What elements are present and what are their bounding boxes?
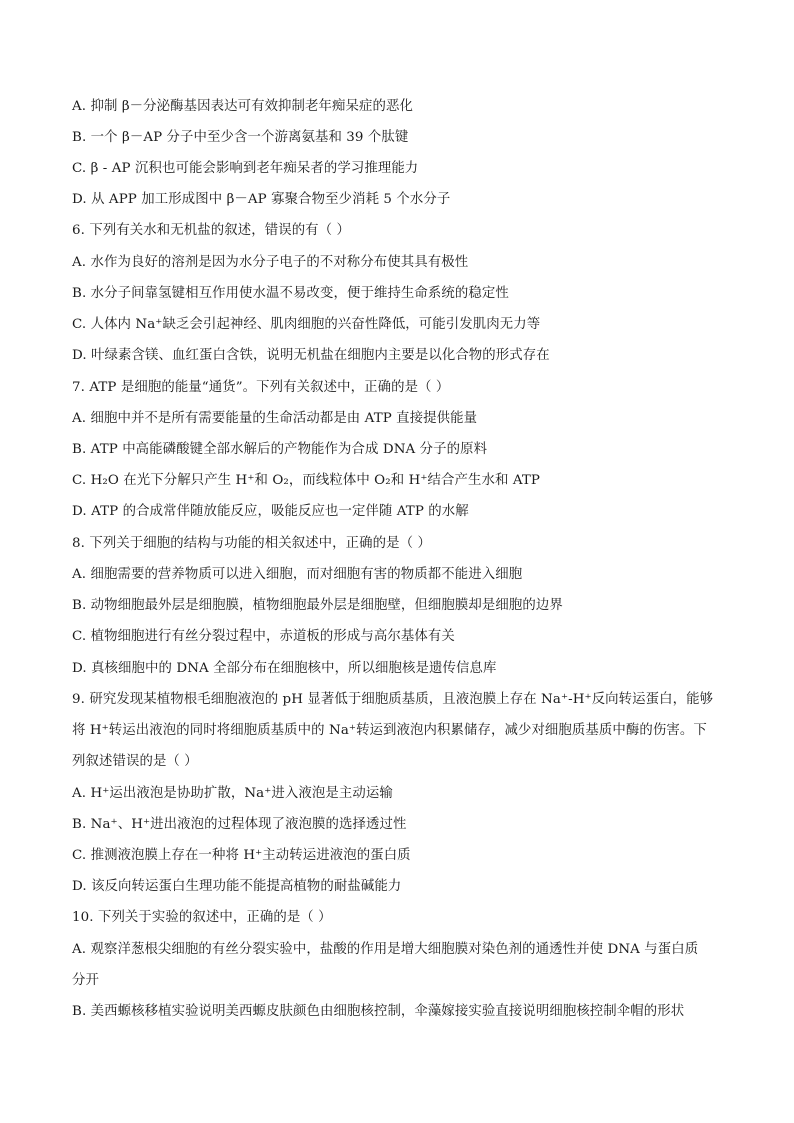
option-6b: B. 水分子间靠氢键相互作用使水温不易改变，便于维持生命系统的稳定性 [72, 286, 509, 301]
option-5c: C. β - AP 沉积也可能会影响到老年痴呆者的学习推理能力 [72, 161, 419, 176]
question-6: 6. 下列有关水和无机盐的叙述，错误的有（ ） [72, 223, 351, 238]
option-7a: A. 细胞中并不是所有需要能量的生命活动都是由 ATP 直接提供能量 [72, 411, 478, 426]
question-10: 10. 下列关于实验的叙述中，正确的是（ ） [72, 910, 332, 925]
option-10a-line-1: A. 观察洋葱根尖细胞的有丝分裂实验中，盐酸的作用是增大细胞膜对染色剂的通透性并使 DNA 与蛋白质 [72, 942, 699, 957]
option-8d: D. 真核细胞中的 DNA 全部分布在细胞核中，所以细胞核是遗传信息库 [72, 661, 497, 676]
question-9-line-3: 列叙述错误的是（ ） [72, 754, 198, 769]
option-8a: A. 细胞需要的营养物质可以进入细胞，而对细胞有害的物质都不能进入细胞 [72, 567, 523, 582]
question-9-line-2: 将 H⁺转运出液泡的同时将细胞质基质中的 Na⁺转运到液泡内积累储存，减少对细胞质基质中酶的伤害。下 [72, 723, 707, 738]
option-7c: C. H₂O 在光下分解只产生 H⁺和 O₂，而线粒体中 O₂和 H⁺结合产生水和 ATP [72, 473, 540, 488]
option-8b: B. 动物细胞最外层是细胞膜，植物细胞最外层是细胞壁，但细胞膜却是细胞的边界 [72, 598, 563, 613]
option-5b: B. 一个 β－AP 分子中至少含一个游离氨基和 39 个肽键 [72, 130, 409, 145]
option-6c: C. 人体内 Na⁺缺乏会引起神经、肌肉细胞的兴奋性降低，可能引发肌肉无力等 [72, 317, 541, 332]
option-9b: B. Na⁺、H⁺进出液泡的过程体现了液泡膜的选择透过性 [72, 817, 407, 832]
option-5a: A. 抑制 β－分泌酶基因表达可有效抑制老年痴呆症的恶化 [72, 99, 413, 114]
option-5d: D. 从 APP 加工形成图中 β－AP 寡聚合物至少消耗 5 个水分子 [72, 192, 451, 207]
option-7d: D. ATP 的合成常伴随放能反应，吸能反应也一定伴随 ATP 的水解 [72, 504, 469, 519]
question-9-line-1: 9. 研究发现某植物根毛细胞液泡的 pH 显著低于细胞质基质，且液泡膜上存在 Na⁺-H⁺反向转运蛋白，能够 [72, 692, 714, 707]
option-9d: D. 该反向转运蛋白生理功能不能提高植物的耐盐碱能力 [72, 879, 402, 894]
option-10b: B. 美西螈核移植实验说明美西螈皮肤颜色由细胞核控制，伞藻嫁接实验直接说明细胞核控制伞帽的形状 [72, 1004, 685, 1019]
question-8: 8. 下列关于细胞的结构与功能的相关叙述中，正确的是（ ） [72, 536, 431, 551]
option-10a-line-2: 分开 [72, 973, 99, 988]
option-6d: D. 叶绿素含镁、血红蛋白含铁，说明无机盐在细胞内主要是以化合物的形式存在 [72, 348, 550, 363]
option-6a: A. 水作为良好的溶剂是因为水分子电子的不对称分布使其具有极性 [72, 255, 469, 270]
option-8c: C. 植物细胞进行有丝分裂过程中，赤道板的形成与高尔基体有关 [72, 629, 455, 644]
option-9a: A. H⁺运出液泡是协助扩散，Na⁺进入液泡是主动运输 [72, 786, 393, 801]
question-7: 7. ATP 是细胞的能量“通货”。下列有关叙述中，正确的是（ ） [72, 380, 450, 395]
option-9c: C. 推测液泡膜上存在一种将 H⁺主动转运进液泡的蛋白质 [72, 848, 411, 863]
option-7b: B. ATP 中高能磷酸键全部水解后的产物能作为合成 DNA 分子的原料 [72, 442, 488, 457]
